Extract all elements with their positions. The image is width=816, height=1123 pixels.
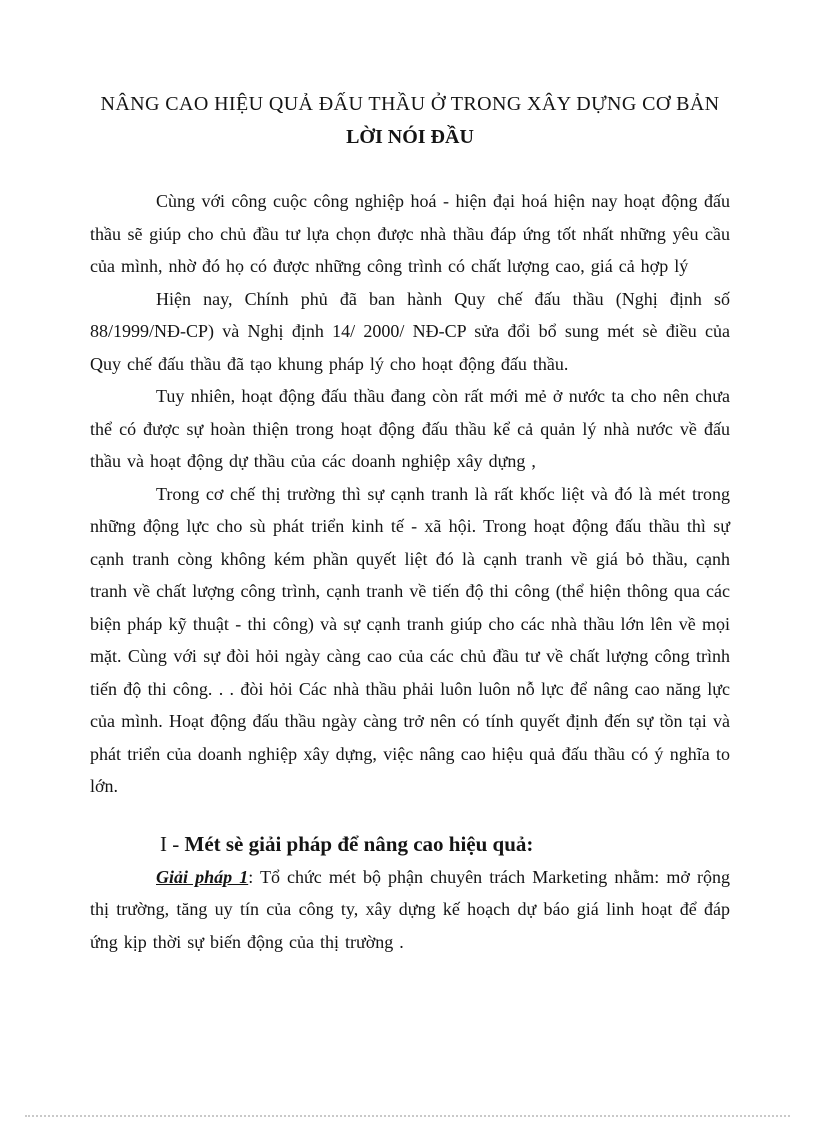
document-subtitle: LỜI NÓI ĐẦU [346,126,474,148]
paragraph-intro-3: Tuy nhiên, hoạt động đấu thầu đang còn rất mới mẻ ở nước ta cho nên chưa thể có được sự hoàn thiện trong hoạt động đấu thầu kể cả quản lý nhà nước về đấu thầu và hoạt động dự thầu của các doanh nghiệp xây dựng , [90,386,730,471]
paragraph-intro-2: Hiện nay, Chính phủ đã ban hành Quy chế đấu thầu (Nghị định số 88/1999/NĐ-CP) và Nghị định 14/ 2000/ NĐ-CP sửa đổi bổ sung mét sè điều của Quy chế đấu thầu đã tạo khung pháp lý cho hoạt động đấu thầu. [90,288,730,374]
page-bottom-dotted-divider [25,1115,790,1117]
document-title: NÂNG CAO HIỆU QUẢ ĐẤU THẦU Ở TRONG XÂY DỰNG CƠ BẢN [100,93,720,115]
paragraph-intro-4: Trong cơ chế thị trường thì sự cạnh tranh là rất khốc liệt và đó là mét trong những động lực cho sù phát triển kinh tế - xã hội. Trong hoạt động đấu thầu thì sự cạnh tranh còng không kém phần quyết liệt đó là cạnh tranh về giá bỏ thầu, cạnh tranh về chất lượng công trình, cạnh tranh về tiến độ thi công (thể hiện thông qua các biện pháp kỹ thuật - thi công) và sự cạnh tranh giúp cho các nhà thầu lớn lên về mọi mặt. Cùng với sự đòi hỏi ngày càng cao của các chủ đầu tư về chất lượng công trình tiến độ thi công. . . đòi hỏi Các nhà thầu phải luôn luôn nỗ lực để nâng cao năng lực của mình. Hoạt động đấu thầu ngày càng trở nên có tính quyết định đến sự tồn tại và phát triển của doanh nghiệp xây dựng, việc nâng cao hiệu quả đấu thầu có ý nghĩa to lớn. [90,483,730,796]
solution-1-lead: Giải pháp 1 [156,866,249,887]
paragraph-solution-1 [90,861,730,959]
section-heading-label: Mét sè giải pháp để nâng cao hiệu quả: [184,831,534,856]
section-heading-numeral: I - [160,831,185,856]
document-body [90,88,730,958]
paragraph-intro-1: Cùng với công cuộc công nghiệp hoá - hiện đại hoá hiện nay hoạt động đấu thầu sẽ giúp cho chủ đầu tư lựa chọn được nhà thầu đáp ứng tốt nhất những yêu cầu của mình, nhờ đó họ có được những công trình có chất lượng cao, giá cả hợp lý [90,191,730,276]
section-heading [90,827,730,861]
solution-1-text: : Tổ chức mét bộ phận chuyên trách Marketing nhằm: mở rộng thị trường, tăng uy tín của công ty, xây dựng kế hoạch dự báo giá linh hoạt để đáp ứng kịp thời sự biến động của thị trường . [90,866,731,952]
